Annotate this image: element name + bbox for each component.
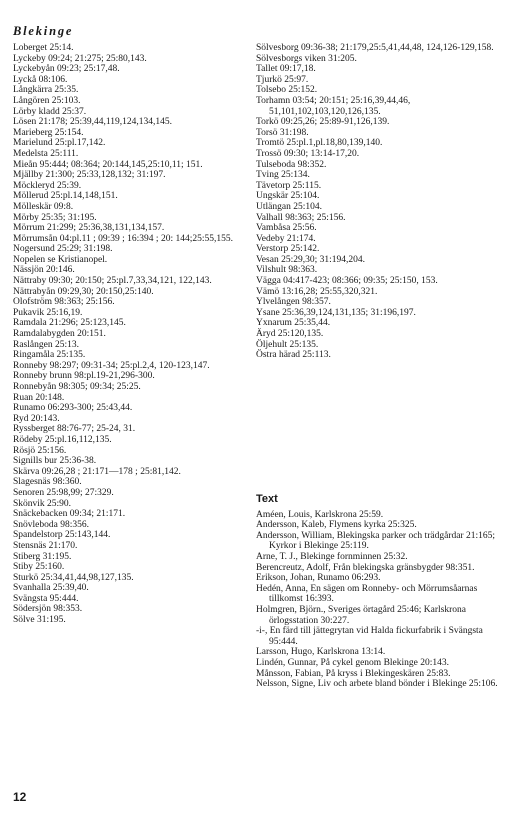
text-section-heading: Text (256, 493, 278, 505)
index-entry: Nopelen se Kristianopel. (13, 254, 108, 265)
index-entry: Långören 25:103. (13, 95, 81, 106)
page-number: 12 (13, 790, 27, 804)
index-entry: Slagesnäs 98:360. (13, 477, 82, 488)
index-entry: Torkö 09:25,26; 25:89-91,126,139. (256, 117, 390, 128)
index-entry: Snövleboda 98:356. (13, 519, 89, 530)
text-entry: Larsson, Hugo, Karlskrona 13:14. (256, 647, 386, 658)
index-entry: Stensnäs 21:170. (13, 540, 78, 551)
index-column-right (256, 43, 506, 361)
index-entry: Rösjö 25:156. (13, 445, 67, 456)
index-entry: Ryd 20:143. (13, 413, 60, 424)
index-entry: Ruan 20:148. (13, 392, 65, 403)
index-column-left (13, 43, 241, 626)
index-entry: Utlängan 25:104. (256, 201, 322, 212)
index-entry: Vambåsa 25:56. (256, 223, 317, 234)
index-entry: Tävetorp 25:115. (256, 180, 322, 191)
text-entry: -i-, En färd till jättegrytan vid Halda fickurfabrik i Svängsta 95:444. (256, 626, 483, 647)
index-entry: Tulseboda 98:352. (256, 159, 327, 170)
index-entry: Mörrum 21:299; 25:36,38,131,134,157. (13, 223, 165, 234)
index-entry: Ronnebyån 98:305; 09:34; 25:25. (13, 382, 141, 392)
index-entry: Ronneby brunn 98:pl.19-21,296-300. (13, 371, 155, 382)
index-entry: Skärva 09:26,28 ; 21:171—178 ; 25:81,142. (13, 466, 181, 477)
index-entry: Vesan 25:29,30; 31:194,204. (256, 254, 365, 265)
index-entry: Mörrumsån 04:pl.11 ; 09:39 ; 16:394 ; 20: 144;25:55,155. (13, 233, 233, 244)
text-entry: Hedén, Anna, En sägen om Ronneby- och Mörrumsåarnas tillkomst 16:393. (256, 583, 478, 605)
index-entry: Ronneby 98:297; 09:31-34; 25:pl.2,4, 120-123,147. (13, 360, 210, 371)
index-entry: Ryssberget 88:76-77; 25-24, 31. (13, 424, 136, 435)
index-entry: Mjällby 21:300; 25:33,128,132; 31:197. (13, 170, 166, 181)
index-entry: Yxnarum 25:35,44. (256, 318, 331, 329)
index-entry: Marieberg 25:154. (13, 127, 84, 138)
index-entry: Sölvesborg 09:36-38; 21:179,25:5,41,44,48, 124,126-129,158. (256, 43, 494, 53)
index-entry: Ungskär 25:104. (256, 191, 320, 202)
index-entry: Lyckå 08:106. (13, 74, 68, 85)
index-entry: Nässjön 20:146. (13, 265, 75, 276)
index-entry: Mörby 25:35; 31:195. (13, 212, 97, 223)
text-entry: Berencreutz, Adolf, Från blekingska gränsbygder 98:351. (256, 562, 475, 573)
text-section-entries (256, 510, 506, 690)
index-entry: Stiby 25:160. (13, 562, 65, 573)
index-entry: Tolsebo 25:152. (256, 85, 318, 96)
index-entry: Lyckeby 09:24; 21:275; 25:80,143. (13, 53, 147, 64)
index-entry: Öljehult 25:135. (256, 339, 319, 350)
index-entry: Mieån 95:444; 08:364; 20:144,145,25:10,11; 151. (13, 159, 203, 170)
index-entry: Rödeby 25:pl.16,112,135. (13, 434, 112, 445)
text-entry: Andersson, William, Blekingska parker och trädgårdar 21:165; Kyrkor i Blekinge 25:119. (256, 530, 495, 552)
index-entry: Lörby kladd 25:37. (13, 106, 87, 117)
index-entry: Marielund 25:pl.17,142. (13, 138, 106, 149)
index-entry: Lyckebyån 09:23; 25:17,48. (13, 64, 120, 75)
index-entry: Vägga 04:417-423; 08:366; 09:35; 25:150, 153. (256, 276, 438, 287)
text-entry: Holmgren, Björn., Sveriges örtagård 25:46; Karlskrona örlogsstation 30:227. (256, 604, 467, 626)
index-entry: Stiberg 31:195. (13, 551, 72, 562)
index-entry: Möllerud 25:pl.14,148,151. (13, 191, 118, 202)
index-entry: Raslången 25:13. (13, 339, 79, 350)
index-entry: Vämö 13:16,28; 25:55,320,321. (256, 286, 378, 297)
text-entry: Nelsson, Signe, Liv och arbete bland bönder i Blekinge 25:106. (256, 679, 498, 690)
index-entry: Tjurkö 25:97. (256, 74, 309, 85)
index-entry: Nogersund 25:29; 31:198. (13, 244, 113, 255)
index-entry: Mölleskär 09:8. (13, 201, 74, 212)
index-entry: Svanhalla 25:39,40. (13, 583, 89, 594)
index-entry: Tromtö 25:pl.1,pl.18,80,139,140. (256, 138, 383, 149)
index-entry: Sölvesborgs viken 31:205. (256, 53, 357, 64)
text-section (256, 494, 506, 690)
index-entry: Äryd 25:120,135. (256, 329, 324, 340)
index-entry: Snäckebacken 09:34; 21:171. (13, 509, 126, 520)
text-entry: Lindén, Gunnar, På cykel genom Blekinge 20:143. (256, 657, 450, 668)
index-entry: Vedeby 21:174. (256, 233, 316, 244)
index-entry: Vilshult 98:363. (256, 265, 318, 276)
index-entry: Svängsta 95:444. (13, 593, 79, 604)
index-entry: Spandelstorp 25:143,144. (13, 530, 111, 541)
index-entry: Ramdala 21:296; 25:123,145. (13, 318, 126, 329)
index-entry: Runamo 06:293-300; 25:43,44. (13, 403, 133, 414)
index-entry: Valhall 98:363; 25:156. (256, 212, 346, 223)
index-entry: Olofström 98:363; 25:156. (13, 297, 115, 308)
index-entry: Skönvik 25:90. (13, 498, 72, 509)
text-entry: Andersson, Kaleb, Flymens kyrka 25:325. (256, 520, 417, 531)
text-entry: Erikson, Johan, Runamo 06:293. (256, 573, 381, 584)
index-entry: Möckleryd 25:39. (13, 180, 82, 191)
index-entry: Tving 25:134. (256, 170, 310, 181)
index-entry: Nättraby 09:30; 20:150; 25:pl.7,33,34,121, 122,143. (13, 276, 212, 287)
index-entry: Ramdalabygden 20:151. (13, 329, 106, 340)
page-header-title: Blekinge (13, 24, 74, 38)
index-entry: Sölve 31:195. (13, 615, 66, 626)
text-entry: Arne, T. J., Blekinge fornminnen 25:32. (256, 551, 408, 562)
index-entry: Lösen 21:178; 25:39,44,119,124,134,145. (13, 117, 173, 128)
index-entry: Långkärra 25:35. (13, 85, 79, 96)
text-entry: Améen, Louis, Karlskrona 25:59. (256, 509, 384, 520)
index-entry: Nättrabyån 09:29,30; 20:150,25:140. (13, 286, 154, 297)
index-entry: Trossö 09:30; 13:14-17,20. (256, 148, 360, 159)
index-entry: Ringamåla 25:135. (13, 350, 86, 361)
index-entry: Loberget 25:14. (13, 43, 74, 53)
index-entry: Senoren 25:98,99; 27:329. (13, 487, 114, 498)
index-entry: Pukavik 25:16,19. (13, 307, 83, 318)
index-entry: Verstorp 25:142. (256, 244, 320, 255)
index-entry: Ysane 25:36,39,124,131,135; 31:196,197. (256, 307, 416, 318)
index-entry: Östra härad 25:113. (256, 350, 331, 361)
index-entry: Torhamn 03:54; 20:151; 25:16,39,44,46, 51,101,102,103,120,126,135. (256, 95, 411, 117)
index-entry: Medelsta 25:111. (13, 148, 79, 159)
index-entry: Torsö 31:198. (256, 127, 309, 138)
index-entry: Signills bur 25:36-38. (13, 456, 97, 467)
text-entry: Månsson, Fabian, På kryss i Blekingeskären 25:83. (256, 668, 451, 679)
index-entry: Södersjön 98:353. (13, 604, 83, 615)
index-entry: Sturkö 25:34,41,44,98,127,135. (13, 572, 134, 583)
index-entry: Ylvelången 98:357. (256, 297, 331, 308)
index-entry: Tallet 09:17,18. (256, 64, 316, 75)
